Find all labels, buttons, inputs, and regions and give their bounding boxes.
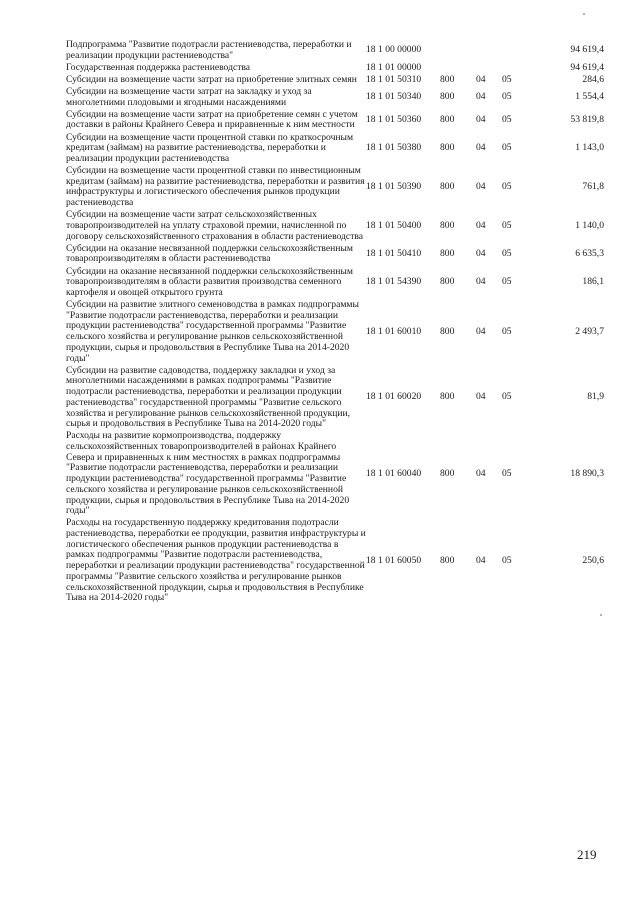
amount: 284,6	[582, 73, 604, 85]
target-article-code: 18 1 01 60020	[366, 391, 422, 403]
target-article-code: 18 1 01 50410	[366, 248, 422, 260]
section-code: 04	[476, 181, 486, 193]
subsection-code: 05	[502, 91, 512, 103]
section-code	[476, 40, 502, 63]
section-code: 04	[476, 276, 486, 288]
table-row	[66, 366, 604, 432]
target-article-code: 18 1 01 50390	[366, 181, 422, 193]
expense-name: Субсидии на развитие элитного семеноводства в рамках подпрограммы "Развитие подотрасли растениеводства, переработки и реализации продукции растениеводства" государственной программы "Развитие сельского хозяйства и регулирование рынков сельскохозяйственной продукции, сырья и продовольствия в Республике Тыва на 2014-2020 годы"	[66, 299, 359, 364]
expense-name: Расходы на развитие кормопроизводства, поддержку сельскохозяйственных товаропроизводителей в районах Крайнего Севера и приравненных к ним местностях в рамках подпрограммы "Развитие подотрасли растениеводства, переработки и реализации продукции растениеводства" государственной программы "Развитие сельского хозяйства и регулирование рынков сельскохозяйственной продукции, сырья и продовольствия в Республике Тыва на 2014-2020 годы"	[66, 430, 350, 517]
expense-type-code: 800	[440, 325, 455, 337]
expense-name: Субсидии на оказание несвязанной поддержки сельскохозяйственным товаропроизводителям в области развития производства семенного картофеля и овощей открытого грунта	[66, 265, 353, 298]
target-article-code: 18 1 00 00000	[366, 44, 422, 56]
expense-type-code: 800	[440, 276, 455, 288]
subsection-code: 05	[502, 467, 512, 479]
amount: 250,6	[582, 554, 604, 566]
expense-name: Расходы на государственную поддержку кредитования подотрасли растениеводства, переработки ее продукции, развития инфраструктуры и логистического обеспечения рынков продукции растениеводства в рамках подпрограммы "Развитие подотрасли растениеводства, переработки и реализации продукции растениеводства" государственной программы "Развитие сельского хозяйства и регулирование рынков сельскохозяйственной продукции, сырья и продовольствия в Республике Тыва на 2014-2020 годы"	[66, 517, 366, 604]
expense-name: Подпрограмма "Развитие подотрасли растениеводства, переработки и реализации продукции растениеводства"	[66, 39, 352, 61]
section-code: 04	[476, 73, 486, 85]
scan-speck	[600, 614, 602, 616]
table-row	[66, 518, 604, 605]
table-row	[66, 133, 604, 167]
amount: 94 619,4	[570, 44, 604, 56]
table-row	[66, 300, 604, 366]
budget-table-body	[66, 40, 604, 605]
amount: 761,8	[582, 181, 604, 193]
subsection-code: 05	[502, 181, 512, 193]
table-row	[66, 267, 604, 301]
table-row	[66, 210, 604, 244]
amount: 94 619,4	[570, 61, 604, 73]
expense-name: Субсидии на возмещение части затрат на приобретение семян с учетом доставки в районы Крайнего Севера и приравненные к ним местности	[66, 108, 358, 131]
expense-name: Субсидии на возмещение части процентной ставки по краткосрочным кредитам (займам) на развитие растениеводства, переработки и реализации продукции растениеводства	[66, 131, 354, 164]
expense-type-code: 800	[440, 73, 455, 85]
expense-type-code: 800	[440, 219, 455, 231]
amount: 1 554,4	[575, 91, 604, 103]
expense-type-code: 800	[440, 91, 455, 103]
expense-type-code: 800	[440, 142, 455, 154]
target-article-code: 18 1 01 54390	[366, 276, 422, 288]
section-code: 04	[476, 114, 486, 126]
scan-speck	[583, 13, 585, 15]
expense-name: Субсидии на возмещение части процентной ставки по инвестиционным кредитам (займам) на развитие растениеводства, переработки и развития инфраструктуры и логистического обеспечения рынков продукции растениеводства	[66, 165, 365, 209]
subsection-code: 05	[502, 276, 512, 288]
expense-type-code: 800	[440, 114, 455, 126]
target-article-code: 18 1 01 60010	[366, 325, 422, 337]
target-article-code: 18 1 01 50310	[366, 73, 422, 85]
expense-type-code: 800	[440, 554, 455, 566]
target-article-code: 18 1 01 50380	[366, 142, 422, 154]
subsection-code: 05	[502, 325, 512, 337]
subsection-code: 05	[502, 248, 512, 260]
table-row	[66, 166, 604, 210]
target-article-code: 18 1 01 60050	[366, 554, 422, 566]
amount: 53 819,8	[570, 114, 604, 126]
target-article-code: 18 1 01 50360	[366, 114, 422, 126]
expense-type-code	[440, 40, 476, 63]
amount: 2 493,7	[575, 325, 604, 337]
target-article-code: 18 1 01 00000	[366, 61, 422, 73]
expense-type-code: 800	[440, 181, 455, 193]
subsection-code	[502, 40, 528, 63]
expense-name: Субсидии на возмещение части затрат на приобретение элитных семян	[66, 73, 357, 85]
expense-name: Субсидии на возмещение части затрат на закладку и уход за многолетними плодовыми и ягодными насаждениями	[66, 85, 312, 108]
subsection-code: 05	[502, 114, 512, 126]
section-code: 04	[476, 467, 486, 479]
section-code: 04	[476, 142, 486, 154]
expense-name: Субсидии на возмещение части затрат сельскохозяйственных товаропроизводителей на уплату страховой премии, начисленной по договору сельскохозяйственного страхования в области растениеводства	[66, 209, 364, 242]
table-row	[66, 244, 604, 267]
target-article-code: 18 1 01 50400	[366, 219, 422, 231]
table-row	[66, 110, 604, 133]
subsection-code: 05	[502, 391, 512, 403]
section-code: 04	[476, 554, 486, 566]
table-row	[66, 87, 604, 110]
section-code: 04	[476, 391, 486, 403]
expense-name: Государственная поддержка растениеводства	[66, 61, 251, 73]
section-code: 04	[476, 248, 486, 260]
subsection-code: 05	[502, 73, 512, 85]
page-number: 219	[577, 847, 597, 862]
section-code: 04	[476, 325, 486, 337]
expense-type-code: 800	[440, 391, 455, 403]
amount: 6 635,3	[575, 248, 604, 260]
table-row	[66, 431, 604, 518]
section-code: 04	[476, 91, 486, 103]
subsection-code: 05	[502, 142, 512, 154]
expense-name: Субсидии на развитие садоводства, поддержку закладки и уход за многолетними насаждениями в рамках подпрограммы "Развитие подотрасли растениеводства, переработки и реализации продукции растениеводства" государственной программы "Развитие сельского хозяйства и регулирование рынков сельскохозяйственной продукции, сырья и продовольствия в Республике Тыва на 2014-2020 годы"	[66, 364, 351, 430]
amount: 81,9	[587, 391, 604, 403]
subsection-code: 05	[502, 219, 512, 231]
amount: 1 143,0	[575, 142, 604, 154]
table-row	[66, 40, 604, 63]
expense-type-code: 800	[440, 467, 455, 479]
amount: 18 890,3	[570, 467, 604, 479]
section-code: 04	[476, 219, 486, 231]
budget-table	[66, 40, 604, 605]
expense-type-code: 800	[440, 248, 455, 260]
subsection-code: 05	[502, 554, 512, 566]
expense-name: Субсидии на оказание несвязанной поддержки сельскохозяйственным товаропроизводителям в области растениеводства	[66, 242, 353, 265]
amount: 186,1	[582, 276, 604, 288]
target-article-code: 18 1 01 60040	[366, 467, 422, 479]
amount: 1 140,0	[575, 219, 604, 231]
target-article-code: 18 1 01 50340	[366, 91, 422, 103]
